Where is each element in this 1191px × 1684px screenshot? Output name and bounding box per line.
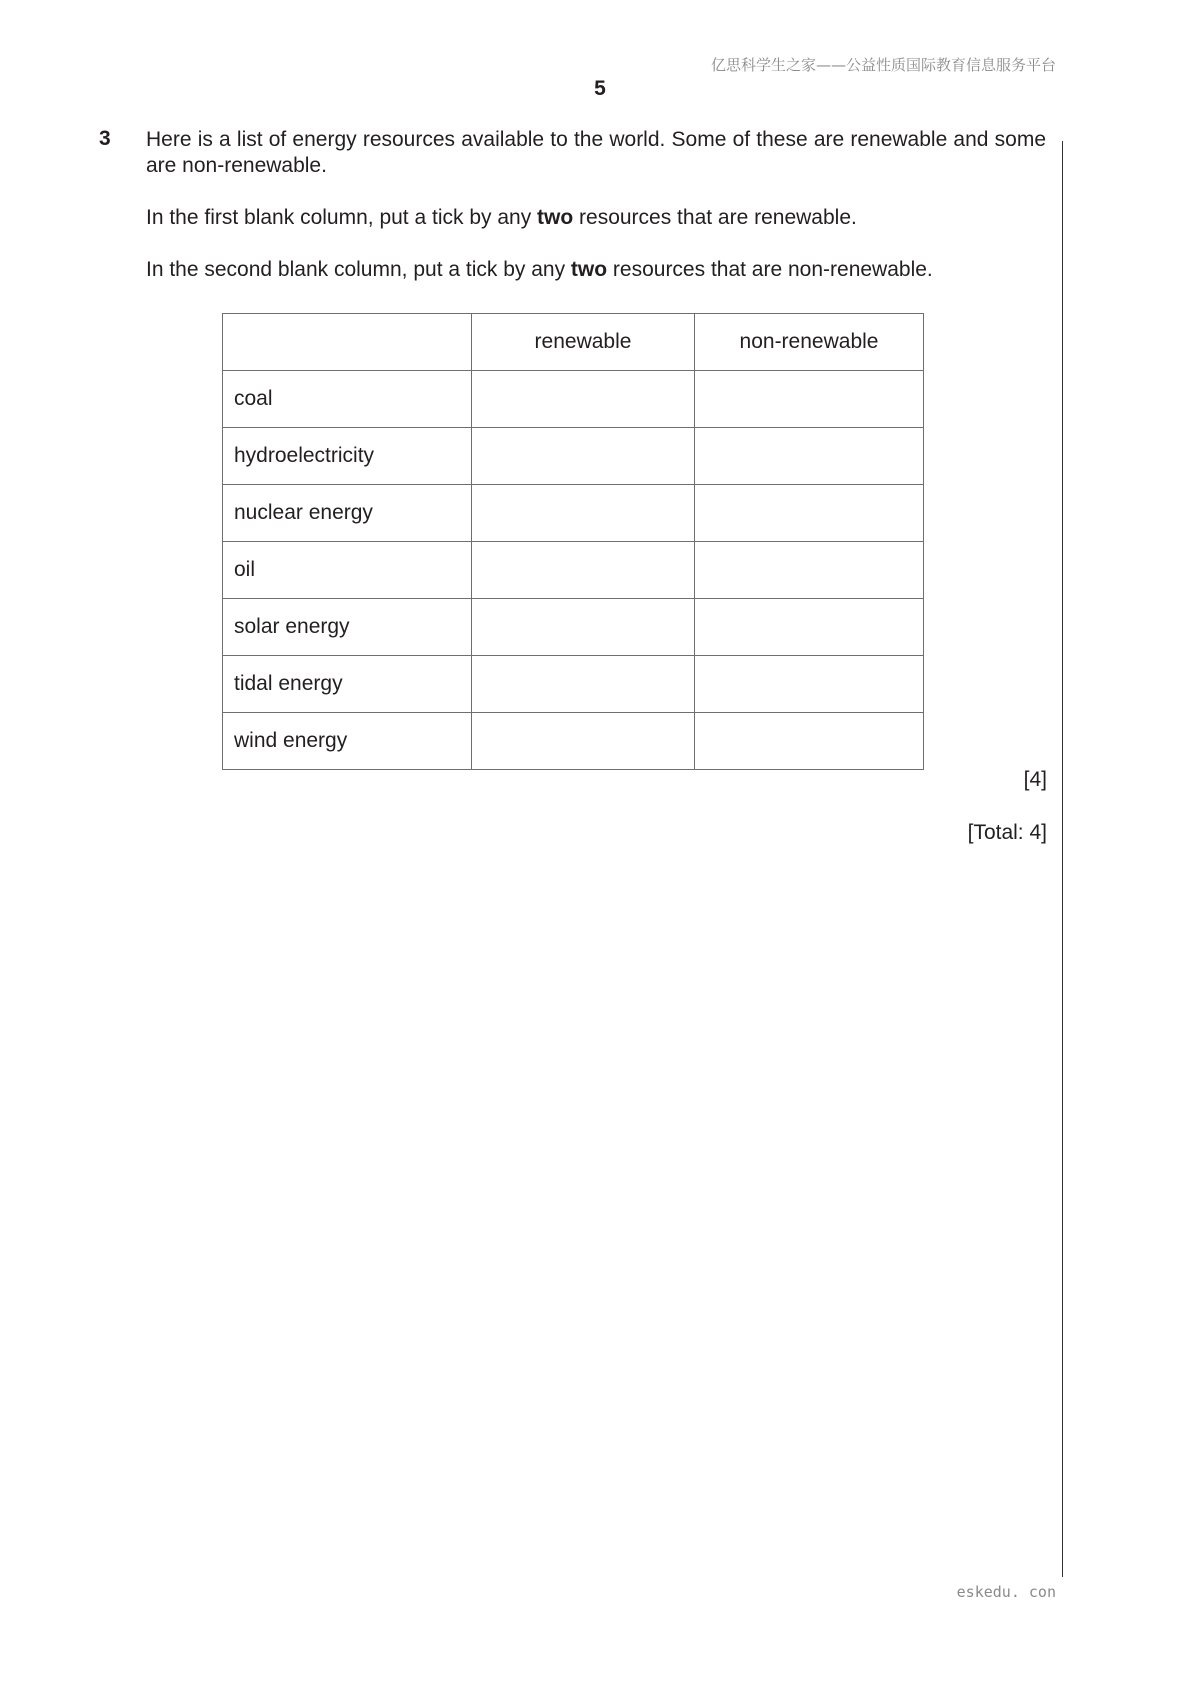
non-renewable-tick-cell[interactable] [695, 656, 924, 713]
resource-name: oil [223, 542, 472, 599]
header-resource [223, 314, 472, 371]
instruction-renewable-before: In the first blank column, put a tick by any [146, 206, 538, 229]
instruction-renewable-emphasis: two [537, 206, 574, 229]
resource-name: hydroelectricity [223, 428, 472, 485]
table-row [223, 599, 924, 656]
resource-name: solar energy [223, 599, 472, 656]
renewable-tick-cell[interactable] [472, 713, 695, 770]
table-row [223, 428, 924, 485]
instruction-non-renewable-after: resources that are non-renewable. [607, 258, 933, 281]
resource-name: nuclear energy [223, 485, 472, 542]
header-non-renewable: non-renewable [695, 314, 924, 371]
margin-line [1062, 141, 1063, 1577]
instruction-renewable [146, 205, 1046, 231]
question-marks: [4] [1023, 768, 1047, 791]
non-renewable-tick-cell[interactable] [695, 371, 924, 428]
renewable-tick-cell[interactable] [472, 371, 695, 428]
table-row [223, 485, 924, 542]
non-renewable-tick-cell[interactable] [695, 599, 924, 656]
footer-watermark: eskedu. con [956, 1583, 1056, 1601]
non-renewable-tick-cell[interactable] [695, 485, 924, 542]
question-intro: Here is a list of energy resources available to the world. Some of these are renewable and some are non-renewable. [146, 128, 1046, 177]
table-row [223, 656, 924, 713]
renewable-tick-cell[interactable] [472, 485, 695, 542]
header-renewable: renewable [472, 314, 695, 371]
question-body [146, 127, 1046, 283]
header-watermark: 亿思科学生之家——公益性质国际教育信息服务平台 [710, 56, 1056, 74]
instruction-renewable-after: resources that are renewable. [573, 206, 857, 229]
energy-resources-table [222, 313, 924, 770]
resource-name: tidal energy [223, 656, 472, 713]
table-row [223, 371, 924, 428]
table-row [223, 542, 924, 599]
table-row [223, 713, 924, 770]
question-number: 3 [99, 127, 111, 150]
question-total: [Total: 4] [967, 821, 1047, 844]
renewable-tick-cell[interactable] [472, 542, 695, 599]
renewable-tick-cell[interactable] [472, 656, 695, 713]
instruction-non-renewable-before: In the second blank column, put a tick by any [146, 258, 571, 281]
page-number: 5 [594, 77, 606, 100]
renewable-tick-cell[interactable] [472, 428, 695, 485]
non-renewable-tick-cell[interactable] [695, 542, 924, 599]
renewable-tick-cell[interactable] [472, 599, 695, 656]
instruction-non-renewable [146, 257, 1046, 283]
table-header-row [223, 314, 924, 371]
non-renewable-tick-cell[interactable] [695, 428, 924, 485]
resource-name: coal [223, 371, 472, 428]
instruction-non-renewable-emphasis: two [570, 258, 608, 281]
resource-name: wind energy [223, 713, 472, 770]
non-renewable-tick-cell[interactable] [695, 713, 924, 770]
